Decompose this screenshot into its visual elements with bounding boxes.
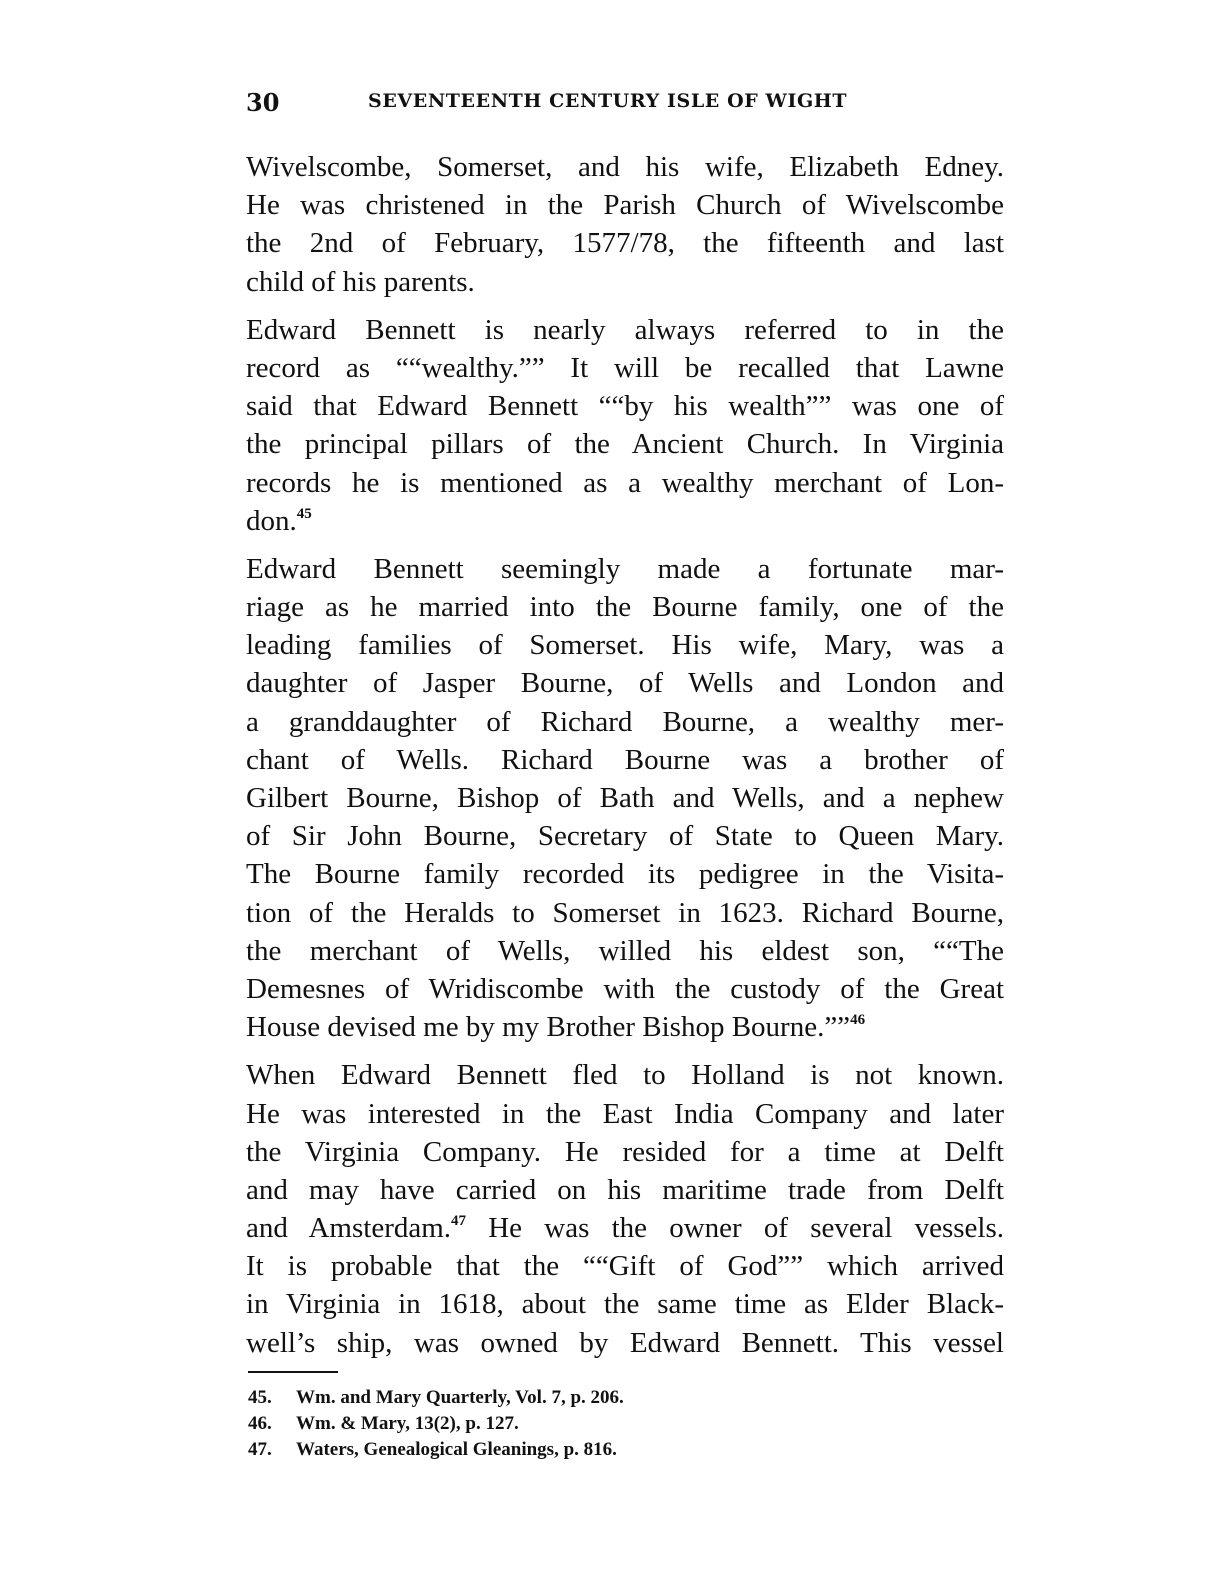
text-line: the merchant of Wells, willed his eldest son, ““The: [246, 934, 1004, 967]
text-line: the 2nd of February, 1577/78, the fifteenth and last: [246, 227, 1004, 260]
footnote-text: Wm. and Mary Quarterly, Vol. 7, p. 206.: [296, 1387, 624, 1408]
text-line: tion of the Heralds to Somerset in 1623. Richard Bourne,: [246, 896, 1004, 929]
footnote-text: Waters, Genealogical Gleanings, p. 816.: [296, 1439, 617, 1460]
text-line: leading families of Somerset. His wife, Mary, was a: [246, 629, 1004, 662]
text-line: Gilbert Bourne, Bishop of Bath and Wells, and a nephew: [246, 782, 1004, 814]
footnote-ref[interactable]: 45: [296, 505, 312, 522]
text-line: the Virginia Company. He resided for a time at Delft: [246, 1135, 1004, 1168]
text-line: and may have carried on his maritime trade from Delft: [246, 1173, 1004, 1206]
footnote-number: 45.: [248, 1387, 272, 1408]
text-line: Demesnes of Wridiscombe with the custody of the Great: [246, 972, 1004, 1005]
text-line: [246, 502, 1004, 540]
text-line: riage as he married into the Bourne family, one of the: [246, 591, 1004, 624]
text-line: Wivelscombe, Somerset, and his wife, Elizabeth Edney.: [246, 151, 1004, 183]
paragraph: [246, 550, 1004, 1046]
line-text: House devised me by my Brother Bishop Bourne.””: [246, 1011, 851, 1044]
footnote: [248, 1385, 624, 1411]
text-line: child of his parents.: [246, 265, 475, 298]
paragraph: [246, 1056, 1004, 1362]
text-line: the principal pillars of the Ancient Church. In Virginia: [246, 428, 1004, 461]
footnote: [248, 1437, 624, 1463]
paragraph: [246, 148, 1004, 301]
page-header: [246, 88, 1006, 118]
text-line: chant of Wells. Richard Bourne was a brother of: [246, 743, 1004, 776]
footnote-ref[interactable]: 47: [451, 1213, 467, 1230]
text-line: [246, 1209, 1004, 1247]
footnote-number: 46.: [248, 1413, 272, 1434]
footnote-text: Wm. & Mary, 13(2), p. 127.: [296, 1413, 519, 1434]
line-text: He was the owner of several vessels.: [466, 1212, 1004, 1245]
text-line: in Virginia in 1618, about the same time as Elder Black-: [246, 1288, 1004, 1321]
text-line: When Edward Bennett fled to Holland is not known.: [246, 1059, 1004, 1092]
text-line: said that Edward Bennett ““by his wealth”” was one of: [246, 390, 1004, 423]
footnote-number: 47.: [248, 1439, 272, 1460]
text-line: Edward Bennett seemingly made a fortunate mar-: [246, 552, 1004, 585]
text-line: The Bourne family recorded its pedigree in the Visita-: [246, 858, 1004, 891]
line-text: and Amsterdam.: [246, 1212, 452, 1245]
line-text: don.: [246, 504, 297, 537]
footnote-rule: [248, 1371, 338, 1373]
paragraph: [246, 311, 1004, 540]
text-line: [246, 1008, 1004, 1046]
footnote: [248, 1411, 624, 1437]
text-line: He was interested in the East India Company and later: [246, 1097, 1004, 1130]
text-line: Edward Bennett is nearly always referred to in the: [246, 313, 1004, 346]
running-head: SEVENTEENTH CENTURY ISLE OF WIGHT: [368, 90, 848, 112]
text-line: a granddaughter of Richard Bourne, a wealthy mer-: [246, 705, 1004, 738]
footnote-ref[interactable]: 46: [850, 1012, 866, 1029]
text-line: of Sir John Bourne, Secretary of State to Queen Mary.: [246, 820, 1004, 853]
text-line: daughter of Jasper Bourne, of Wells and London and: [246, 667, 1004, 700]
body-text: [246, 148, 1004, 1362]
text-line: It is probable that the ““Gift of God”” which arrived: [246, 1250, 1004, 1283]
text-line: He was christened in the Parish Church of Wivelscombe: [246, 189, 1004, 222]
text-line: records he is mentioned as a wealthy merchant of Lon-: [246, 466, 1004, 499]
footnotes: [248, 1385, 624, 1463]
page-number: 30: [246, 88, 280, 117]
text-line: record as ““wealthy.”” It will be recalled that Lawne: [246, 351, 1004, 384]
text-line: well’s ship, was owned by Edward Bennett. This vessel: [246, 1326, 1004, 1359]
